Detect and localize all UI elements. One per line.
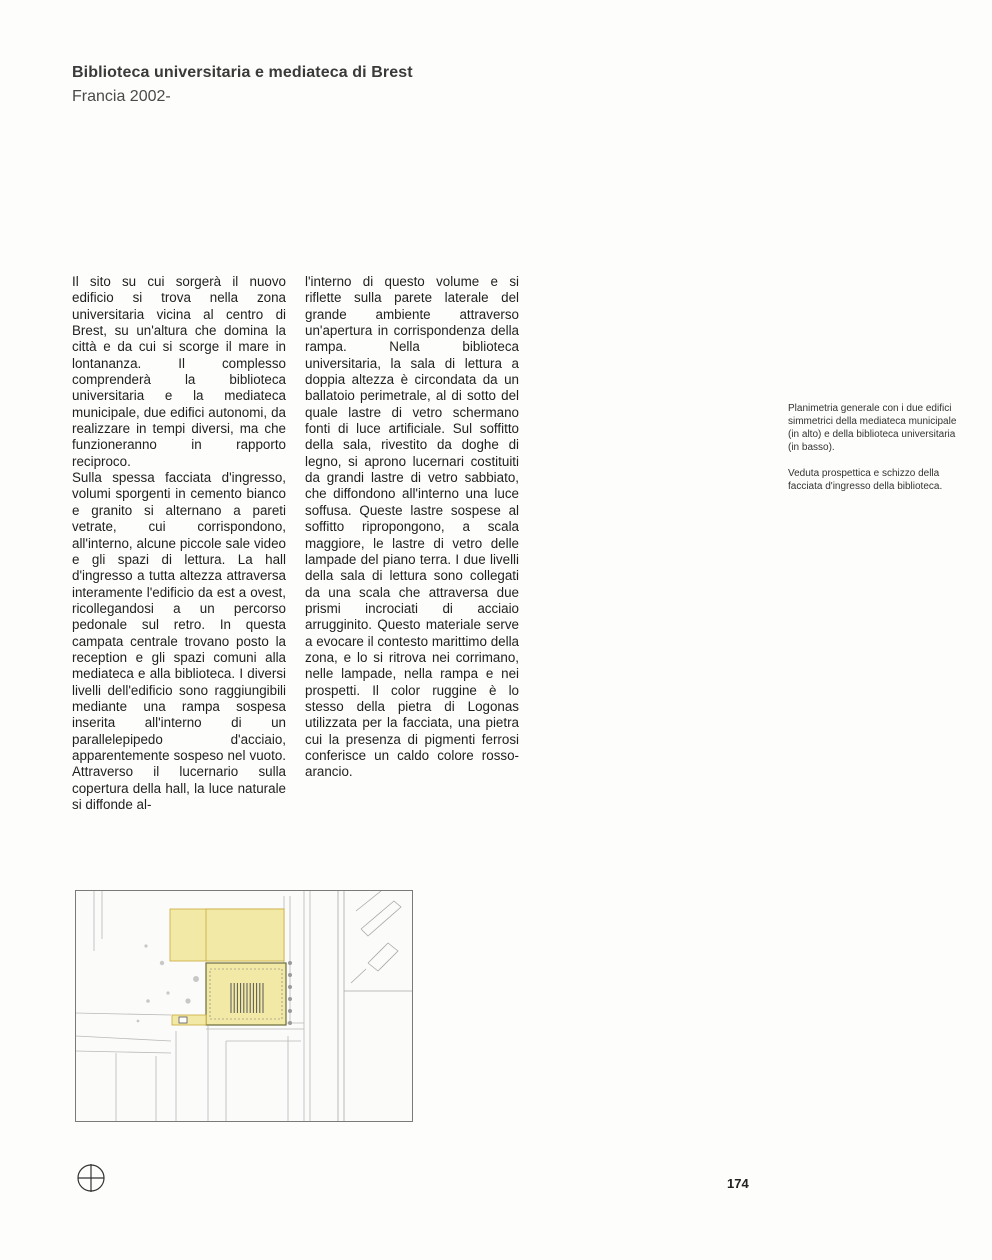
right-blocks (338, 891, 412, 1121)
paragraph: Il sito su cui sorgerà il nuovo edificio si trova nella zona universitaria vicina al centro di Brest, su un'altura che domina la città e da cui si scorge il mare in lontananza. Il complesso comprenderà la biblioteca universitaria e la mediateca municipale, due edifici autonomi, da realizzare in tempi diversi, ma che funzioneranno in rapporto reciproco. (72, 274, 286, 469)
site-plan-drawing (76, 891, 412, 1121)
paragraph: l'interno di questo volume e si riflette sulla parete laterale del grande ambiente attraverso un'apertura in corrispondenza della rampa. Nella biblioteca universitaria, la sala di lettura a doppia altezza è circondata da un ballatoio perimetrale, al di sotto del quale lastre di vetro schermano fonti di luce artificiale. Sul soffitto della sala, rivestito da doghe di legno, si aprono lucernari costituiti da grandi lastre di vetro sabbiato, che diffondono all'interno una luce soffusa. Queste lastre sospese al soffitto ripropongono, a scala maggiore, le lastre di vetro delle lampade del piano terra. I due livelli della sala di lettura sono collegati da una scala che attraversa due prismi incrociati di acciaio arrugginito. Questo materiale serve a evocare il contesto marittimo della zona, e lo si ritrova nei corrimano, nelle lampade, nella rampa e nei prospetti. Il color ruggine è lo stesso della pietra di Logonas utilizzata per la facciata, una pietra cui la presenza di pigmenti ferrosi conferisce un caldo colore rosso-arancio. (305, 274, 519, 780)
north-arrow-icon (76, 1163, 106, 1193)
page-title: Biblioteca universitaria e mediateca di Brest (72, 64, 413, 81)
biblioteca-building (206, 963, 286, 1025)
entrance-door (179, 1017, 187, 1023)
text-column-left (72, 274, 286, 813)
entrance-connector (172, 1015, 206, 1025)
page-number: 174 (727, 1176, 749, 1191)
paragraph: Sulla spessa facciata d'ingresso, volumi sporgenti in cemento bianco e granito si alternano a pareti vetrate, cui corrispondono, all'interno, alcune piccole sale video e gli spazi di lettura. La hall d'ingresso a tutta altezza attraversa interamente l'edificio da est a ovest, ricollegandosi a un percorso pedonale sul retro. In questa campata centrale trovano posto la reception e gli spazi comuni alla mediateca e alla biblioteca. I diversi livelli dell'edificio sono raggiungibili mediante una rampa sospesa inserita all'interno di un parallelepipedo d'acciaio, apparentemente sospeso nel vuoto. Attraverso il lucernario sulla copertura della hall, la luce naturale si diffonde al- (72, 470, 286, 812)
mediateca-wing (206, 909, 284, 961)
caption-site-plan: Planimetria generale con i due edifici simmetrici della mediateca municipale (in alto) e della biblioteca universitaria (in basso). (788, 403, 957, 453)
text-column-right (305, 274, 519, 781)
page-subtitle: Francia 2002- (72, 88, 171, 105)
buildings-group (170, 909, 286, 1025)
caption-perspective: Veduta prospettica e schizzo della facciata d'ingresso della biblioteca. (788, 468, 943, 492)
site-plan-figure (75, 890, 413, 1122)
